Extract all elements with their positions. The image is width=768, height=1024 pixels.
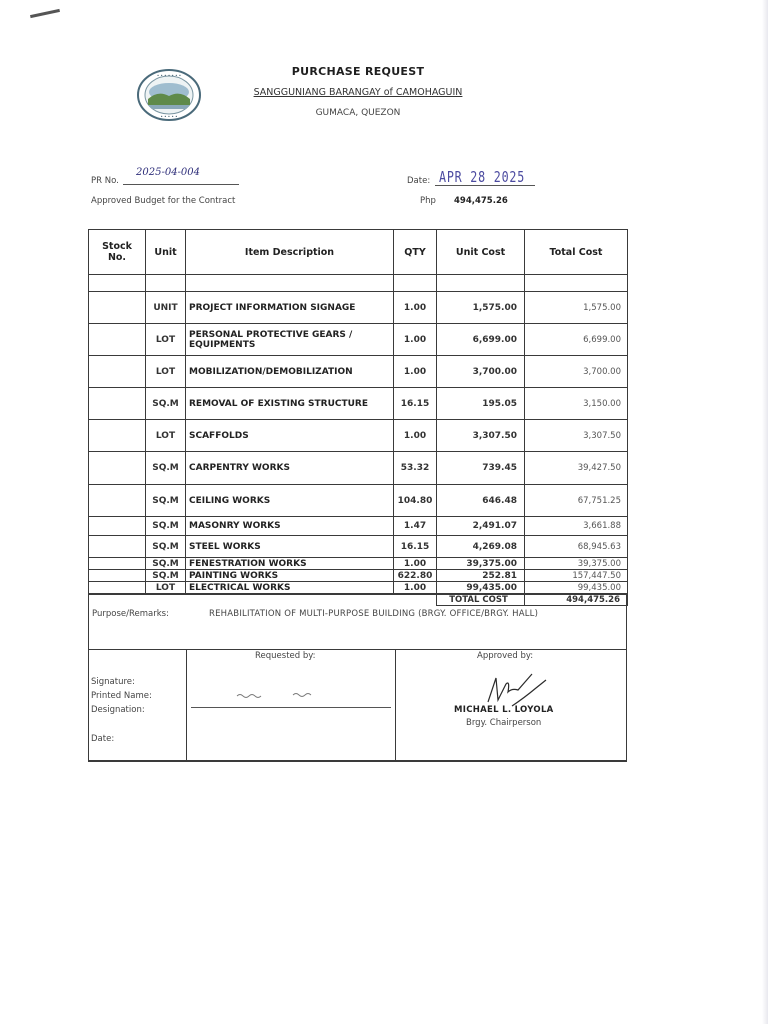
stock-cell <box>89 420 146 452</box>
stock-cell <box>89 388 146 420</box>
total-cost-cell: 39,375.00 <box>525 558 628 570</box>
description-cell: PERSONAL PROTECTIVE GEARS / EQUIPMENTS <box>186 324 394 356</box>
signature-column-line <box>395 649 396 760</box>
svg-text:• • • • • • •: • • • • • • • <box>156 73 182 78</box>
qty-cell: 104.80 <box>394 485 437 517</box>
unit-cost-cell: 3,307.50 <box>437 420 525 452</box>
budget-value: 494,475.26 <box>454 196 508 206</box>
description-cell: ELECTRICAL WORKS <box>186 582 394 594</box>
table-row <box>89 420 628 452</box>
qty-cell: 16.15 <box>394 388 437 420</box>
approver-name: MICHAEL L. LOYOLA <box>454 705 554 715</box>
unit-cell: UNIT <box>146 292 186 324</box>
description-cell: REMOVAL OF EXISTING STRUCTURE <box>186 388 394 420</box>
qty-cell: 622.80 <box>394 570 437 582</box>
unit-cell: SQ.M <box>146 485 186 517</box>
office-location: GUMACA, QUEZON <box>315 108 401 118</box>
column-header: Unit <box>146 230 186 275</box>
total-cost-cell: 1,575.00 <box>525 292 628 324</box>
unit-cell: SQ.M <box>146 452 186 485</box>
unit-cell: LOT <box>146 356 186 388</box>
qty-cell: 1.00 <box>394 324 437 356</box>
total-cost-cell: 3,700.00 <box>525 356 628 388</box>
table-row <box>89 292 628 324</box>
table-header-row <box>89 230 628 275</box>
column-header: Item Description <box>186 230 394 275</box>
qty-cell: 1.00 <box>394 582 437 594</box>
stock-cell <box>89 570 146 582</box>
total-cost-cell: 39,427.50 <box>525 452 628 485</box>
pr-number-label: PR No. <box>91 176 119 186</box>
scan-mark <box>30 9 60 18</box>
unit-cell: SQ.M <box>146 558 186 570</box>
description-cell: STEEL WORKS <box>186 536 394 558</box>
document-title: PURCHASE REQUEST <box>291 65 425 78</box>
items-table <box>88 229 628 606</box>
pr-number-value: 2025-04-004 <box>136 167 201 178</box>
table-row <box>89 452 628 485</box>
printed-name-field-label: Printed Name: <box>91 691 152 701</box>
qty-cell: 1.00 <box>394 356 437 388</box>
budget-currency: Php <box>420 196 436 206</box>
description-cell: MOBILIZATION/DEMOBILIZATION <box>186 356 394 388</box>
table-row <box>89 388 628 420</box>
table-row <box>89 558 628 570</box>
svg-text:• • • • •: • • • • • <box>160 114 178 119</box>
qty-cell: 1.00 <box>394 292 437 324</box>
qty-cell: 1.00 <box>394 558 437 570</box>
unit-cost-cell: 6,699.00 <box>437 324 525 356</box>
stock-cell <box>89 558 146 570</box>
total-cost-cell: 67,751.25 <box>525 485 628 517</box>
qty-cell: 1.00 <box>394 420 437 452</box>
stock-cell <box>89 324 146 356</box>
purpose-text: REHABILITATION OF MULTI-PURPOSE BUILDING (BRGY. OFFICE/BRGY. HALL) <box>209 609 539 619</box>
total-cost-cell: 3,307.50 <box>525 420 628 452</box>
unit-cell: SQ.M <box>146 536 186 558</box>
stock-cell <box>89 485 146 517</box>
description-cell: FENESTRATION WORKS <box>186 558 394 570</box>
qty-cell: 53.32 <box>394 452 437 485</box>
requested-by-label: Requested by: <box>255 651 316 661</box>
unit-cell: LOT <box>146 420 186 452</box>
requester-signature-line <box>191 707 391 708</box>
budget-label: Approved Budget for the Contract <box>91 196 236 206</box>
table-row <box>89 485 628 517</box>
description-cell: PROJECT INFORMATION SIGNAGE <box>186 292 394 324</box>
total-cost-cell: 6,699.00 <box>525 324 628 356</box>
approved-by-label: Approved by: <box>477 651 534 661</box>
description-cell: CEILING WORKS <box>186 485 394 517</box>
unit-cost-cell: 4,269.08 <box>437 536 525 558</box>
total-cost-cell: 157,447.50 <box>525 570 628 582</box>
requester-scribble <box>235 686 325 705</box>
stock-cell <box>89 356 146 388</box>
table-row <box>89 570 628 582</box>
total-cost-cell: 3,661.88 <box>525 517 628 536</box>
unit-cost-cell: 3,700.00 <box>437 356 525 388</box>
stock-cell <box>89 292 146 324</box>
unit-cell: SQ.M <box>146 570 186 582</box>
column-header: Stock No. <box>89 230 146 275</box>
description-cell: PAINTING WORKS <box>186 570 394 582</box>
signature-field-label: Signature: <box>91 677 135 687</box>
table-row <box>89 582 628 594</box>
signature-divider <box>88 649 626 650</box>
page-edge-shadow <box>762 0 768 1024</box>
table-row <box>89 536 628 558</box>
date-label: Date: <box>407 176 431 186</box>
total-cost-value: 494,475.26 <box>525 594 628 606</box>
stock-cell <box>89 582 146 594</box>
unit-cost-cell: 646.48 <box>437 485 525 517</box>
unit-cost-cell: 2,491.07 <box>437 517 525 536</box>
column-header: Unit Cost <box>437 230 525 275</box>
unit-cost-cell: 739.45 <box>437 452 525 485</box>
total-cost-cell: 68,945.63 <box>525 536 628 558</box>
qty-cell: 1.47 <box>394 517 437 536</box>
unit-cell: SQ.M <box>146 517 186 536</box>
description-cell: MASONRY WORKS <box>186 517 394 536</box>
unit-cost-cell: 252.81 <box>437 570 525 582</box>
stock-cell <box>89 536 146 558</box>
unit-cell: LOT <box>146 582 186 594</box>
column-header: QTY <box>394 230 437 275</box>
date-stamp: APR 28 2025 <box>439 168 526 186</box>
unit-cost-cell: 99,435.00 <box>437 582 525 594</box>
purpose-label: Purpose/Remarks: <box>92 609 169 619</box>
total-cost-cell: 99,435.00 <box>525 582 628 594</box>
date-field-label: Date: <box>91 734 115 744</box>
total-cost-cell: 3,150.00 <box>525 388 628 420</box>
stock-cell <box>89 452 146 485</box>
barangay-seal-icon <box>136 68 202 122</box>
total-cost-label: TOTAL COST <box>437 594 525 606</box>
unit-cell: SQ.M <box>146 388 186 420</box>
stock-cell <box>89 517 146 536</box>
description-cell: SCAFFOLDS <box>186 420 394 452</box>
description-cell: CARPENTRY WORKS <box>186 452 394 485</box>
office-name: SANGGUNIANG BARANGAY of CAMOHAGUIN <box>253 87 463 98</box>
designation-field-label: Designation: <box>91 705 145 715</box>
table-row <box>89 517 628 536</box>
unit-cost-cell: 39,375.00 <box>437 558 525 570</box>
table-spacer-row <box>89 275 628 292</box>
unit-cost-cell: 1,575.00 <box>437 292 525 324</box>
unit-cost-cell: 195.05 <box>437 388 525 420</box>
table-row <box>89 324 628 356</box>
unit-cell: LOT <box>146 324 186 356</box>
signature-column-line <box>186 649 187 760</box>
table-row <box>89 356 628 388</box>
column-header: Total Cost <box>525 230 628 275</box>
approver-designation: Brgy. Chairperson <box>466 718 542 728</box>
qty-cell: 16.15 <box>394 536 437 558</box>
